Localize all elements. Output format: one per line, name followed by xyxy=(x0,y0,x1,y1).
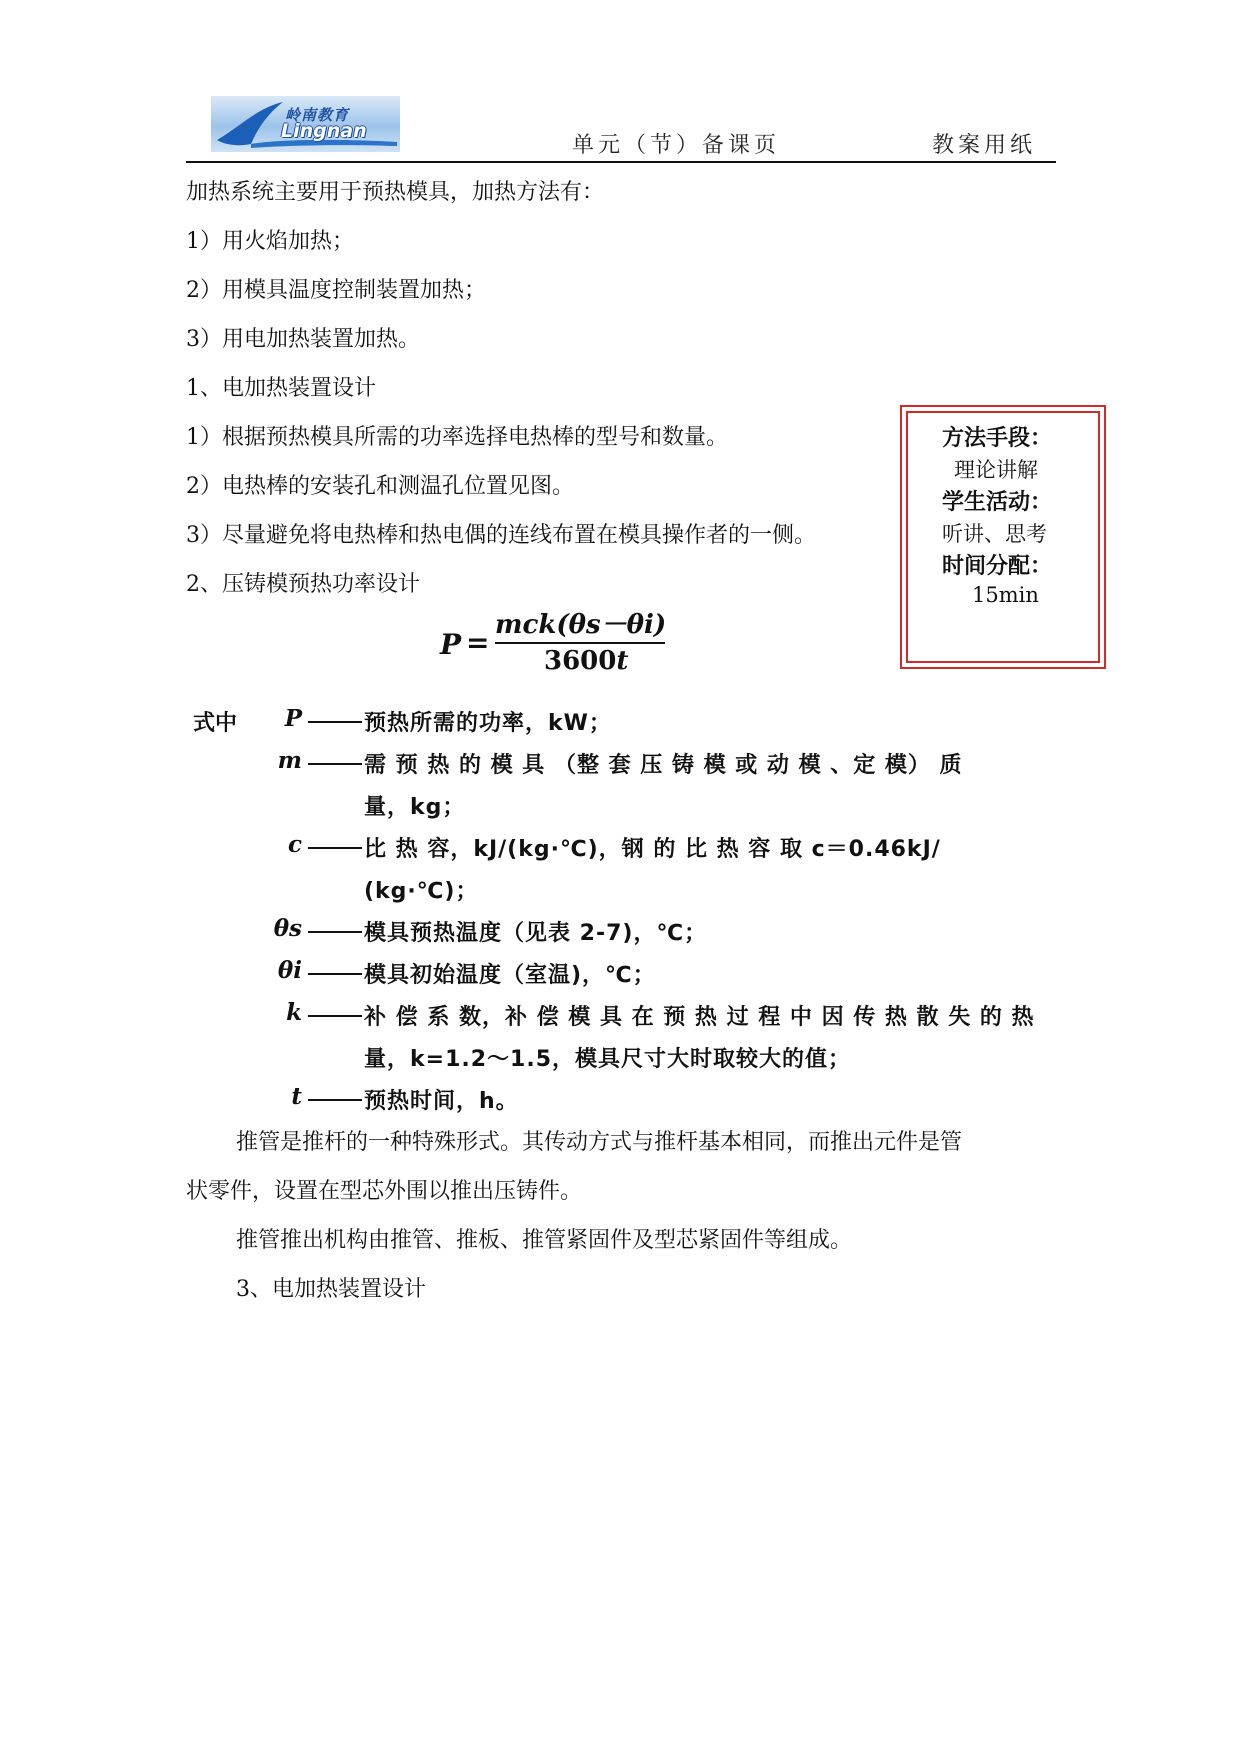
logo-en-text: Lingnan xyxy=(281,120,367,142)
def-text: 需 预 热 的 模 具 （整 套 压 铸 模 或 动 模 、定 模） 质 xyxy=(364,753,963,778)
def-text: 预热所需的功率，kW； xyxy=(364,711,612,736)
def-text: (kg·℃)； xyxy=(364,879,479,904)
formula-numerator: mck(θs－θi) xyxy=(495,610,667,640)
body-line: 2）电热棒的安装孔和测温孔位置见图。 xyxy=(186,474,574,499)
def-symbol: θs xyxy=(273,915,302,942)
def-text: 补 偿 系 数，补 偿 模 具 在 预 热 过 程 中 因 传 热 散 失 的 热 xyxy=(364,1005,1035,1030)
formula-denominator-variable: t xyxy=(616,646,629,676)
body-line: 1）根据预热模具所需的功率选择电热棒的型号和数量。 xyxy=(186,425,728,450)
def-symbol: k xyxy=(286,999,302,1026)
def-text: 模具预热温度（见表 2-7)，℃； xyxy=(364,921,708,946)
body-line: 3）用电加热装置加热。 xyxy=(186,327,420,352)
definitions-intro: 式中 xyxy=(193,711,238,736)
formula-equals: = xyxy=(466,626,490,659)
method-value: 理论讲解 xyxy=(954,458,1038,482)
def-dash xyxy=(308,1015,362,1017)
header-right-label: 教案用纸 xyxy=(932,133,1037,158)
section-heading: 1、电加热装置设计 xyxy=(186,376,376,401)
header-rule xyxy=(186,161,1056,163)
def-symbol: t xyxy=(291,1083,302,1110)
formula-fraction-bar xyxy=(495,642,665,644)
paragraph-line: 推管推出机构由推管、推板、推管紧固件及型芯紧固件等组成。 xyxy=(236,1228,853,1253)
def-dash xyxy=(308,763,362,765)
formula-lhs: P xyxy=(440,628,462,661)
def-text: 比 热 容，kJ/(kg·℃)，钢 的 比 热 容 取 c＝0.46kJ/ xyxy=(364,837,941,862)
def-dash xyxy=(308,973,362,975)
section-heading: 2、压铸模预热功率设计 xyxy=(186,572,420,597)
formula-denominator-number: 3600 xyxy=(544,646,617,676)
def-symbol: P xyxy=(284,705,302,732)
def-symbol: θi xyxy=(277,957,302,984)
def-symbol: c xyxy=(287,831,302,858)
paragraph-line: 状零件，设置在型芯外围以推出压铸件。 xyxy=(186,1179,583,1204)
teaching-notes-box xyxy=(900,405,1106,669)
body-line: 1）用火焰加热； xyxy=(186,229,354,254)
def-dash xyxy=(308,931,362,933)
def-dash xyxy=(308,1099,362,1101)
formula-denominator xyxy=(544,646,628,676)
time-label: 时间分配： xyxy=(942,554,1053,579)
section-heading: 3、电加热装置设计 xyxy=(236,1277,426,1302)
def-text: 预热时间，h。 xyxy=(364,1089,519,1114)
def-text: 量，k=1.2～1.5，模具尺寸大时取较大的值； xyxy=(364,1047,852,1072)
def-dash xyxy=(308,847,362,849)
time-value: 15min xyxy=(972,583,1039,607)
lingnan-logo xyxy=(211,96,400,152)
body-line: 2）用模具温度控制装置加热； xyxy=(186,278,486,303)
body-line: 加热系统主要用于预热模具，加热方法有： xyxy=(186,180,605,205)
def-dash xyxy=(308,721,362,723)
paragraph-line: 推管是推杆的一种特殊形式。其传动方式与推杆基本相同，而推出元件是管 xyxy=(236,1130,963,1155)
body-line: 3）尽量避免将电热棒和热电偶的连线布置在模具操作者的一侧。 xyxy=(186,523,816,548)
activity-label: 学生活动： xyxy=(942,490,1053,515)
method-label: 方法手段： xyxy=(942,426,1053,451)
activity-value: 听讲、思考 xyxy=(942,522,1047,546)
header-title: 单元（节）备课页 xyxy=(572,133,781,158)
logo-cn-text: 岭南教育 xyxy=(285,106,350,124)
def-symbol: m xyxy=(277,747,302,774)
def-text: 量，kg； xyxy=(364,795,466,820)
def-text: 模具初始温度（室温)，℃； xyxy=(364,963,656,988)
